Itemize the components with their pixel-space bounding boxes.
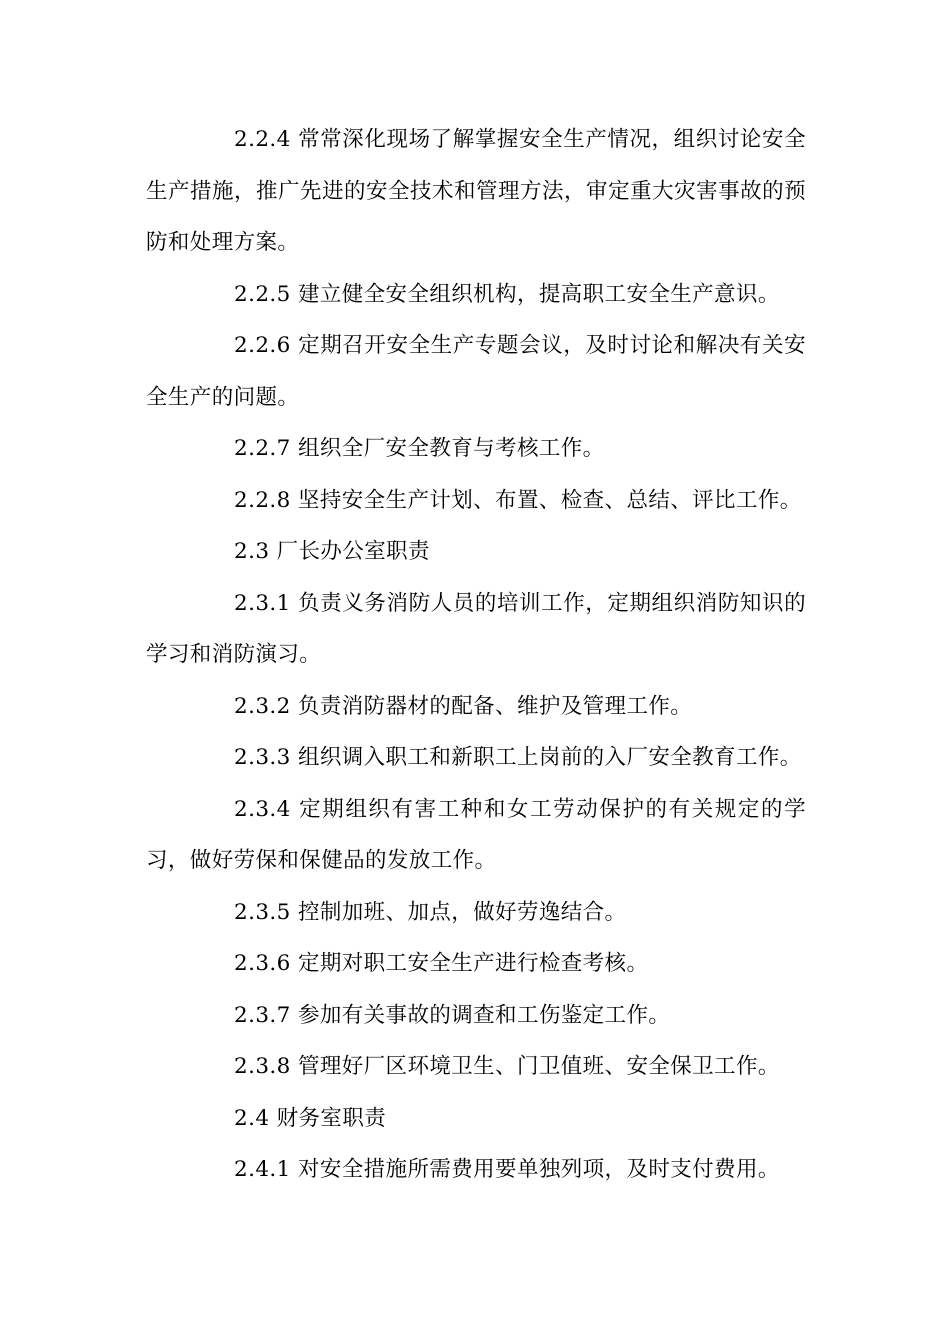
paragraph-2-3-3: 2.3.3 组织调入职工和新职工上岗前的入厂安全教育工作。: [234, 745, 802, 770]
paragraph-2-2-8: 2.2.8 坚持安全生产计划、布置、检查、总结、评比工作。: [234, 487, 802, 513]
paragraph-2-2-4: 2.2.4 常常深化现场了解掌握安全生产情况，组织讨论安全生产措施，推广先进的安全技术和管理方法，审定重大灾害事故的预防和处理方案。: [146, 127, 806, 255]
paragraph-2-3-6: 2.3.6 定期对职工安全生产进行检查考核。: [234, 951, 649, 976]
paragraph-2-3-8: 2.3.8 管理好厂区环境卫生、门卫值班、安全保卫工作。: [234, 1054, 780, 1079]
paragraph-2-3-1: 2.3.1 负责义务消防人员的培训工作，定期组织消防知识的学习和消防演习。: [146, 590, 806, 667]
paragraph-2-3-2: 2.3.2 负责消防器材的配备、维护及管理工作。: [234, 693, 693, 719]
paragraph-2-2-7: 2.2.7 组织全厂安全教育与考核工作。: [234, 436, 605, 461]
paragraph-2-3-7: 2.3.7 参加有关事故的调查和工伤鉴定工作。: [234, 1002, 671, 1028]
section-heading-2-3: 2.3 厂长办公室职责: [234, 539, 430, 564]
section-heading-2-4: 2.4 财务室职责: [234, 1105, 387, 1131]
paragraph-2-2-5: 2.2.5 建立健全安全组织机构，提高职工安全生产意识。: [234, 281, 780, 307]
paragraph-2-4-1: 2.4.1 对安全措施所需费用要单独列项，及时支付费用。: [234, 1157, 780, 1182]
document-body: [146, 114, 806, 1196]
paragraph-2-2-6: 2.2.6 定期召开安全生产专题会议，及时讨论和解决有关安全生产的问题。: [146, 333, 806, 410]
paragraph-2-3-4: 2.3.4 定期组织有害工种和女工劳动保护的有关规定的学习，做好劳保和保健品的发放工作。: [146, 796, 806, 873]
paragraph-2-3-5: 2.3.5 控制加班、加点，做好劳逸结合。: [234, 899, 627, 925]
